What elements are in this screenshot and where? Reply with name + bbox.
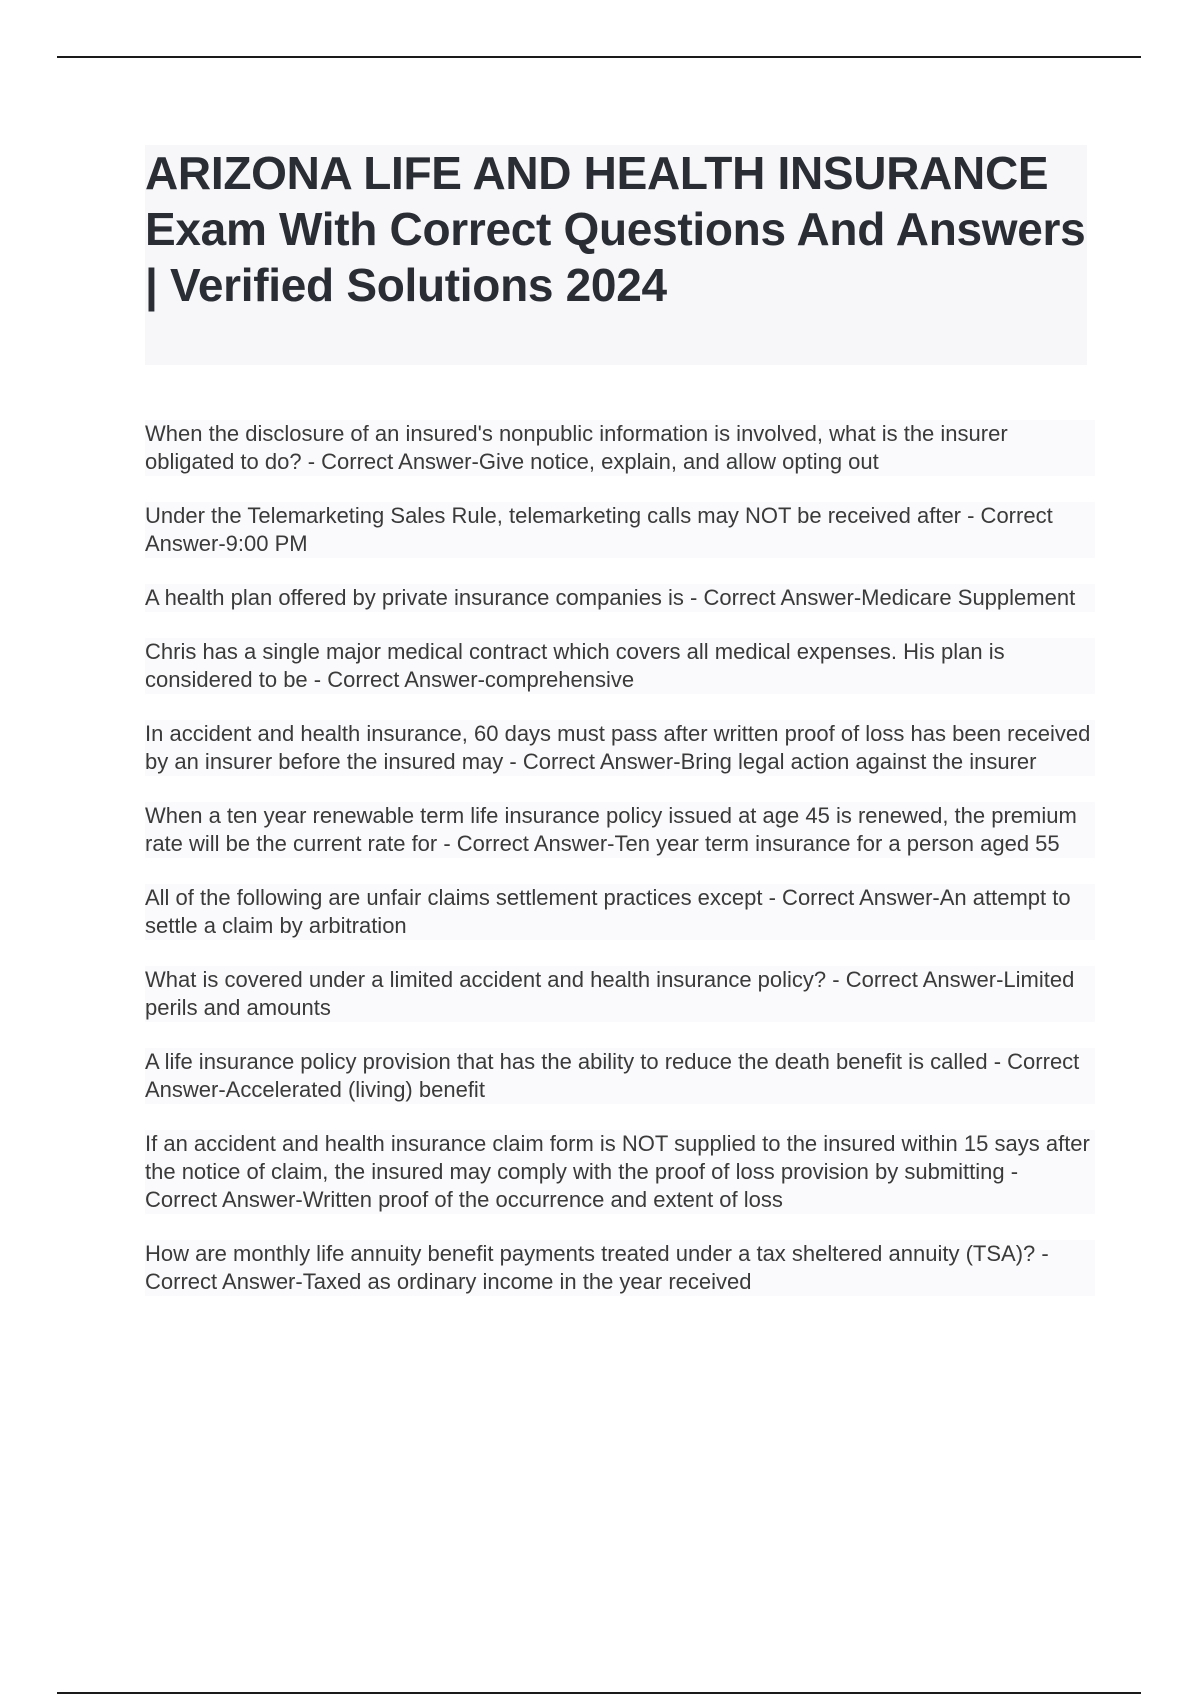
qa-item-6: When a ten year renewable term life insurance policy issued at age 45 is renewed, the premium rate will be the current rate for - Correct Answer-Ten year term insurance for a person aged 55 — [145, 802, 1095, 858]
document-title: ARIZONA LIFE AND HEALTH INSURANCE Exam With Correct Questions And Answers | Verified Solutions 2024 — [145, 147, 1086, 311]
qa-list — [145, 420, 1095, 1322]
qa-item-2: Under the Telemarketing Sales Rule, telemarketing calls may NOT be received after - Correct Answer-9:00 PM — [145, 502, 1095, 558]
bottom-rule — [57, 1692, 1141, 1694]
qa-item-11: How are monthly life annuity benefit payments treated under a tax sheltered annuity (TSA)? - Correct Answer-Taxed as ordinary income in the year received — [145, 1240, 1095, 1296]
top-rule — [57, 56, 1141, 58]
qa-item-9: A life insurance policy provision that has the ability to reduce the death benefit is called - Correct Answer-Accelerated (living) benefit — [145, 1048, 1095, 1104]
qa-item-10: If an accident and health insurance claim form is NOT supplied to the insured within 15 says after the notice of claim, the insured may comply with the proof of loss provision by submitting - Correct Answer-Written proof of the occurrence and extent of loss — [145, 1130, 1095, 1214]
qa-item-3: A health plan offered by private insurance companies is - Correct Answer-Medicare Supplement — [145, 584, 1095, 612]
qa-item-5: In accident and health insurance, 60 days must pass after written proof of loss has been received by an insurer before the insured may - Correct Answer-Bring legal action against the insurer — [145, 720, 1095, 776]
qa-item-7: All of the following are unfair claims settlement practices except - Correct Answer-An attempt to settle a claim by arbitration — [145, 884, 1095, 940]
qa-item-4: Chris has a single major medical contract which covers all medical expenses. His plan is considered to be - Correct Answer-comprehensive — [145, 638, 1095, 694]
title-block — [145, 145, 1087, 365]
qa-item-1: When the disclosure of an insured's nonpublic information is involved, what is the insurer obligated to do? - Correct Answer-Give notice, explain, and allow opting out — [145, 420, 1095, 476]
qa-item-8: What is covered under a limited accident and health insurance policy? - Correct Answer-Limited perils and amounts — [145, 966, 1095, 1022]
